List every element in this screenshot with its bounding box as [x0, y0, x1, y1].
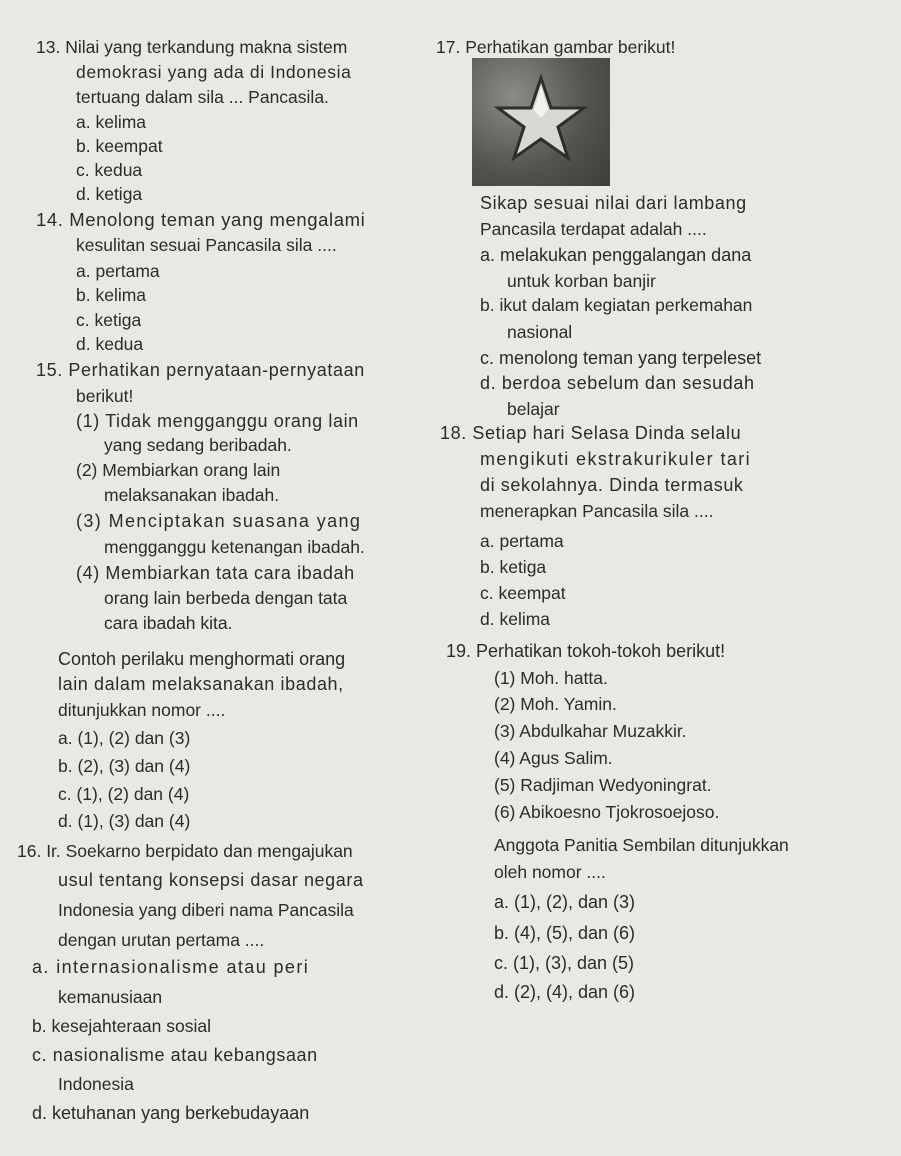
- q16-option-b[interactable]: b. kesejahteraan sosial: [32, 1016, 211, 1036]
- q13-stem-line3: tertuang dalam sila ... Pancasila.: [76, 87, 329, 107]
- q19-figure-5: (5) Radjiman Wedyoningrat.: [494, 775, 712, 795]
- q15-statement-2b: melaksanakan ibadah.: [104, 485, 280, 505]
- q15-option-d[interactable]: d. (1), (3) dan (4): [58, 811, 191, 831]
- q14-option-a[interactable]: a. pertama: [76, 261, 160, 281]
- q16-option-d[interactable]: d. ketuhanan yang berkebudayaan: [32, 1103, 310, 1123]
- q17-option-a-line2[interactable]: untuk korban banjir: [507, 271, 656, 291]
- q15-statement-4c: cara ibadah kita.: [104, 613, 233, 633]
- q13-option-c[interactable]: c. kedua: [76, 160, 143, 180]
- q18-stem-line1: 18. Setiap hari Selasa Dinda selalu: [440, 423, 742, 443]
- q17-option-b-line1[interactable]: b. ikut dalam kegiatan perkemahan: [480, 295, 753, 315]
- q13-stem-line1: 13. Nilai yang terkandung makna sistem: [36, 37, 348, 57]
- q15-statement-1a: (1) Tidak mengganggu orang lain: [76, 411, 359, 431]
- q19-option-d[interactable]: d. (2), (4), dan (6): [494, 982, 636, 1002]
- q17-question-line2: Pancasila terdapat adalah ....: [480, 219, 707, 239]
- q16-option-a-line2[interactable]: kemanusiaan: [58, 987, 163, 1007]
- q18-option-c[interactable]: c. keempat: [480, 583, 566, 603]
- q15-statement-4a: (4) Membiarkan tata cara ibadah: [76, 563, 355, 583]
- q19-option-a[interactable]: a. (1), (2), dan (3): [494, 892, 636, 912]
- q19-figure-4: (4) Agus Salim.: [494, 748, 613, 768]
- star-emblem-image: [472, 58, 610, 186]
- q19-option-b[interactable]: b. (4), (5), dan (6): [494, 923, 636, 943]
- q15-statement-2a: (2) Membiarkan orang lain: [76, 460, 281, 480]
- q15-stem-line1: 15. Perhatikan pernyataan-pernyataan: [36, 360, 365, 380]
- q19-figure-6: (6) Abikoesno Tjokrosoejoso.: [494, 802, 720, 822]
- q17-option-c[interactable]: c. menolong teman yang terpeleset: [480, 348, 762, 368]
- q19-figure-3: (3) Abdulkahar Muzakkir.: [494, 721, 687, 741]
- q18-stem-line3: di sekolahnya. Dinda termasuk: [480, 475, 744, 495]
- q15-question-line3: ditunjukkan nomor ....: [58, 700, 226, 720]
- q17-option-d-line1[interactable]: d. berdoa sebelum dan sesudah: [480, 373, 755, 393]
- q15-statement-3a: (3) Menciptakan suasana yang: [76, 511, 362, 531]
- q15-option-b[interactable]: b. (2), (3) dan (4): [58, 756, 191, 776]
- q15-option-a[interactable]: a. (1), (2) dan (3): [58, 728, 191, 748]
- q19-question-line1: Anggota Panitia Sembilan ditunjukkan: [494, 835, 789, 855]
- q16-option-a-line1[interactable]: a. internasionalisme atau peri: [32, 957, 310, 977]
- q16-stem-line2: usul tentang konsepsi dasar negara: [58, 870, 364, 890]
- q14-option-d[interactable]: d. kedua: [76, 334, 144, 354]
- q15-statement-3b: mengganggu ketenangan ibadah.: [104, 537, 365, 557]
- q17-option-a-line1[interactable]: a. melakukan penggalangan dana: [480, 245, 752, 265]
- q19-option-c[interactable]: c. (1), (3), dan (5): [494, 953, 635, 973]
- q14-stem-line2: kesulitan sesuai Pancasila sila ....: [76, 235, 337, 255]
- q19-stem: 19. Perhatikan tokoh-tokoh berikut!: [446, 641, 726, 661]
- q18-option-b[interactable]: b. ketiga: [480, 557, 547, 577]
- q16-stem-line3: Indonesia yang diberi nama Pancasila: [58, 900, 354, 920]
- q14-option-c[interactable]: c. ketiga: [76, 310, 142, 330]
- q13-option-a[interactable]: a. kelima: [76, 112, 147, 132]
- q16-option-c-line1[interactable]: c. nasionalisme atau kebangsaan: [32, 1045, 318, 1065]
- q17-question-line1: Sikap sesuai nilai dari lambang: [480, 193, 747, 213]
- q13-option-d[interactable]: d. ketiga: [76, 184, 143, 204]
- q19-figure-2: (2) Moh. Yamin.: [494, 694, 617, 714]
- q14-stem-line1: 14. Menolong teman yang mengalami: [36, 209, 366, 230]
- star-emblem-icon: [472, 58, 610, 186]
- q14-option-b[interactable]: b. kelima: [76, 285, 147, 305]
- q17-stem: 17. Perhatikan gambar berikut!: [436, 37, 676, 57]
- q15-question-line1: Contoh perilaku menghormati orang: [58, 649, 346, 669]
- q18-stem-line2: mengikuti ekstrakurikuler tari: [480, 449, 752, 469]
- q17-option-d-line2[interactable]: belajar: [507, 399, 560, 419]
- q18-option-a[interactable]: a. pertama: [480, 531, 564, 551]
- q18-stem-line4: menerapkan Pancasila sila ....: [480, 501, 714, 521]
- q15-option-c[interactable]: c. (1), (2) dan (4): [58, 784, 190, 804]
- q18-option-d[interactable]: d. kelima: [480, 609, 551, 629]
- q16-stem-line1: 16. Ir. Soekarno berpidato dan mengajukan: [17, 841, 353, 861]
- q16-option-c-line2[interactable]: Indonesia: [58, 1074, 134, 1094]
- q17-option-b-line2[interactable]: nasional: [507, 322, 573, 342]
- q13-stem-line2: demokrasi yang ada di Indonesia: [76, 62, 352, 82]
- q19-figure-1: (1) Moh. hatta.: [494, 668, 608, 688]
- q16-stem-line4: dengan urutan pertama ....: [58, 930, 265, 950]
- q15-statement-1b: yang sedang beribadah.: [104, 435, 292, 455]
- q15-question-line2: lain dalam melaksanakan ibadah,: [58, 674, 344, 694]
- q15-statement-4b: orang lain berbeda dengan tata: [104, 588, 348, 608]
- q19-question-line2: oleh nomor ....: [494, 862, 606, 882]
- q15-stem-line2: berikut!: [76, 386, 134, 406]
- q13-option-b[interactable]: b. keempat: [76, 136, 163, 156]
